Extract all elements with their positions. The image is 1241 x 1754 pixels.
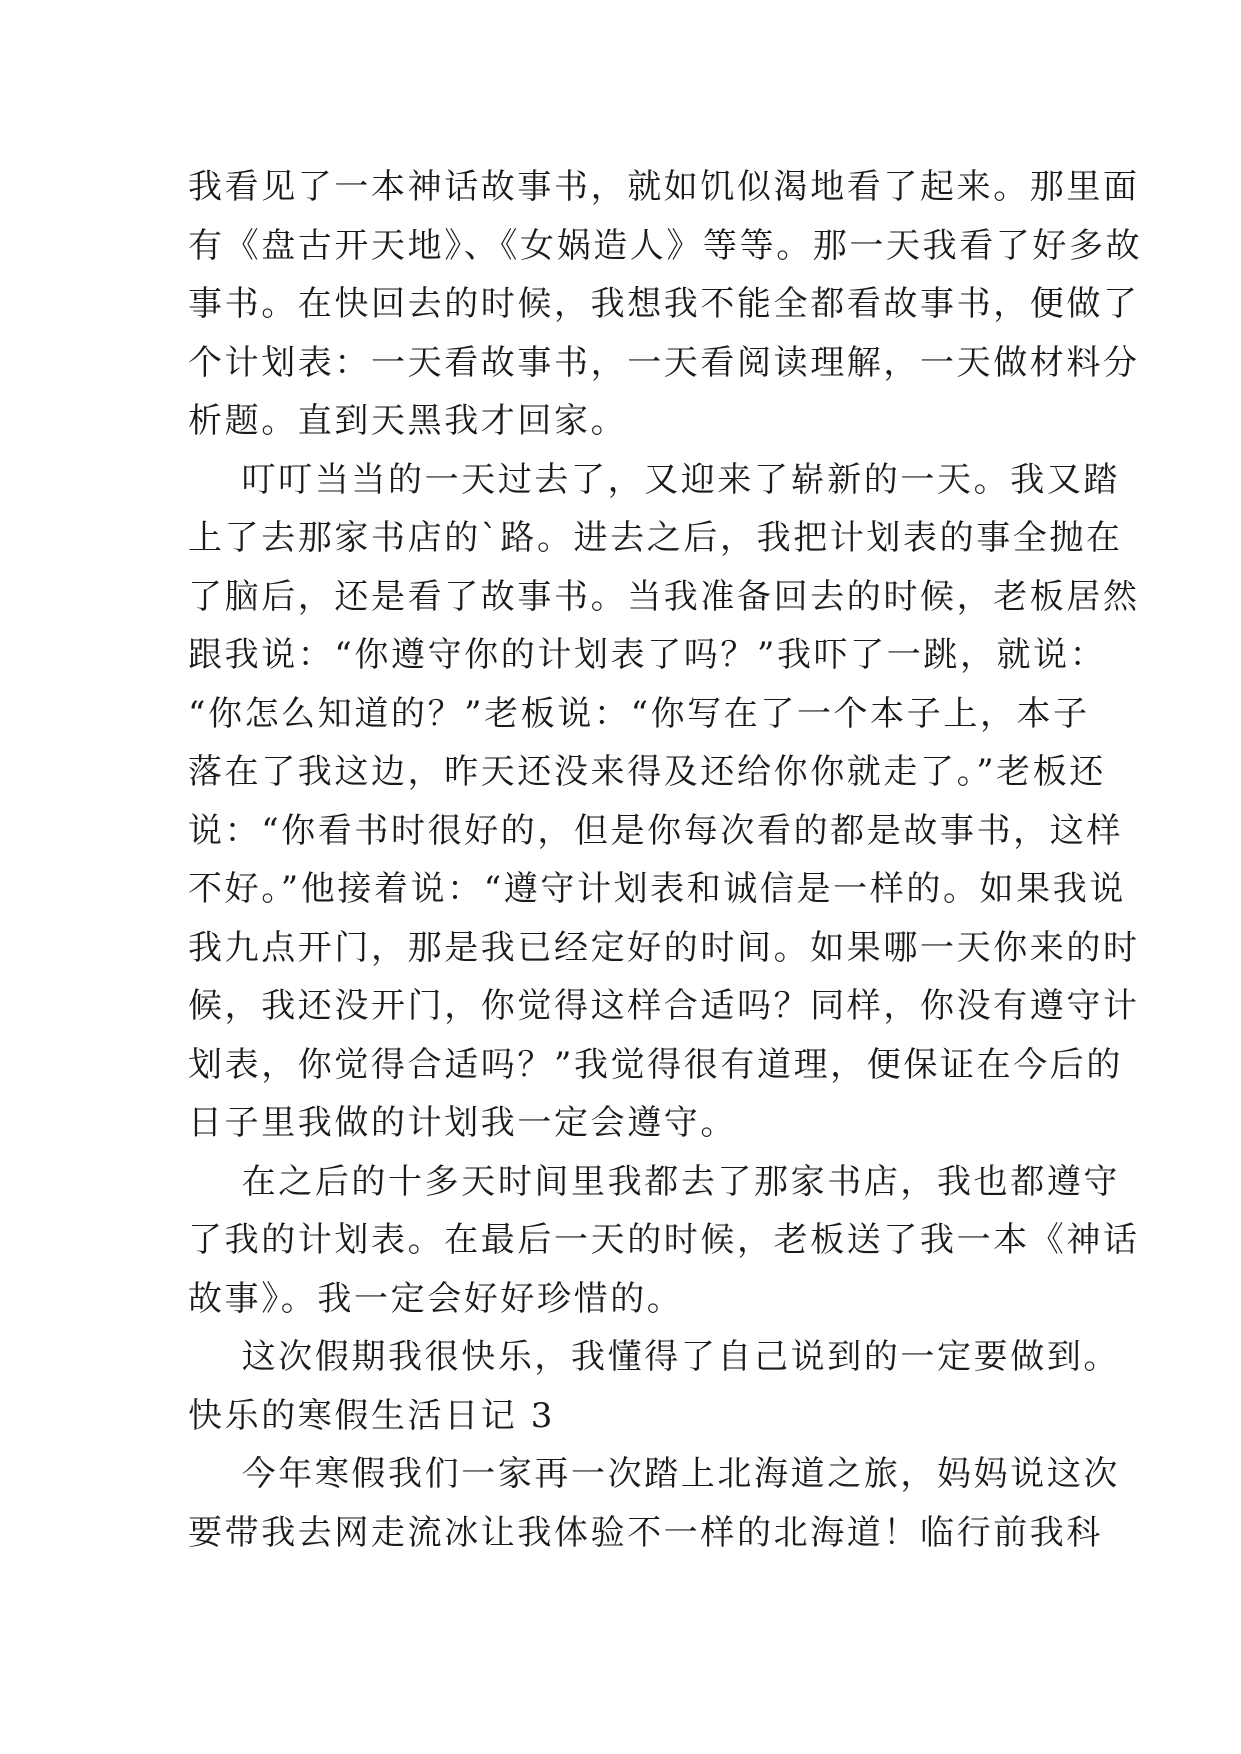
text-line: 说：“你看书时很好的，但是你每次看的都是故事书，这样 xyxy=(188,810,1123,851)
text-line: 了我的计划表。在最后一天的时候，老板送了我一本《神话 xyxy=(188,1220,1140,1260)
text-line: 候，我还没开门，你觉得这样合适吗？同样，你没有遵守计 xyxy=(188,986,1140,1026)
text-line: 故事》。我一定会好好珍惜的。 xyxy=(188,1278,684,1319)
text-line: 叮叮当当的一天过去了，又迎来了崭新的一天。我又踏 xyxy=(188,459,1121,500)
text-line: 跟我说：“你遵守你的计划表了吗？”我吓了一跳，就说： xyxy=(188,635,1107,675)
text-line: 事书。在快回去的时候，我想我不能全都看故事书，便做了 xyxy=(188,284,1140,324)
text-line: 要带我去网走流冰让我体验不一样的北海道！临行前我科 xyxy=(188,1512,1103,1553)
text-line: 我看见了一本神话故事书，就如饥似渴地看了起来。那里面 xyxy=(188,167,1140,207)
section-heading: 快乐的寒假生活日记 3 xyxy=(188,1395,556,1436)
text-line: 这次假期我很快乐，我懂得了自己说到的一定要做到。 xyxy=(188,1337,1121,1377)
text-line: 有《盘古开天地》、《女娲造人》等等。那一天我看了好多故 xyxy=(188,225,1143,266)
text-line: 上了去那家书店的`路。进去之后，我把计划表的事全抛在 xyxy=(188,518,1123,558)
text-line: 今年寒假我们一家再一次踏上北海道之旅，妈妈说这次 xyxy=(188,1454,1121,1494)
text-line: 落在了我这边，昨天还没来得及还给你你就走了。”老板还 xyxy=(188,752,1106,792)
text-line: 日子里我做的计划我一定会遵守。 xyxy=(188,1103,737,1143)
text-line: 在之后的十多天时间里我都去了那家书店，我也都遵守 xyxy=(188,1161,1121,1202)
text-line: 不好。”他接着说：“遵守计划表和诚信是一样的。如果我说 xyxy=(188,869,1126,909)
text-line: 个计划表：一天看故事书，一天看阅读理解，一天做材料分 xyxy=(188,342,1140,383)
text-line: 我九点开门，那是我已经定好的时间。如果哪一天你来的时 xyxy=(188,927,1140,968)
text-line: “你怎么知道的？”老板说：“你写在了一个本子上，本子 xyxy=(188,693,1090,734)
document-body xyxy=(188,158,1143,1562)
text-line: 划表，你觉得合适吗？”我觉得很有道理，便保证在今后的 xyxy=(188,1044,1123,1085)
text-line: 析题。直到天黑我才回家。 xyxy=(188,401,628,441)
text-line: 了脑后，还是看了故事书。当我准备回去的时候，老板居然 xyxy=(188,576,1140,617)
